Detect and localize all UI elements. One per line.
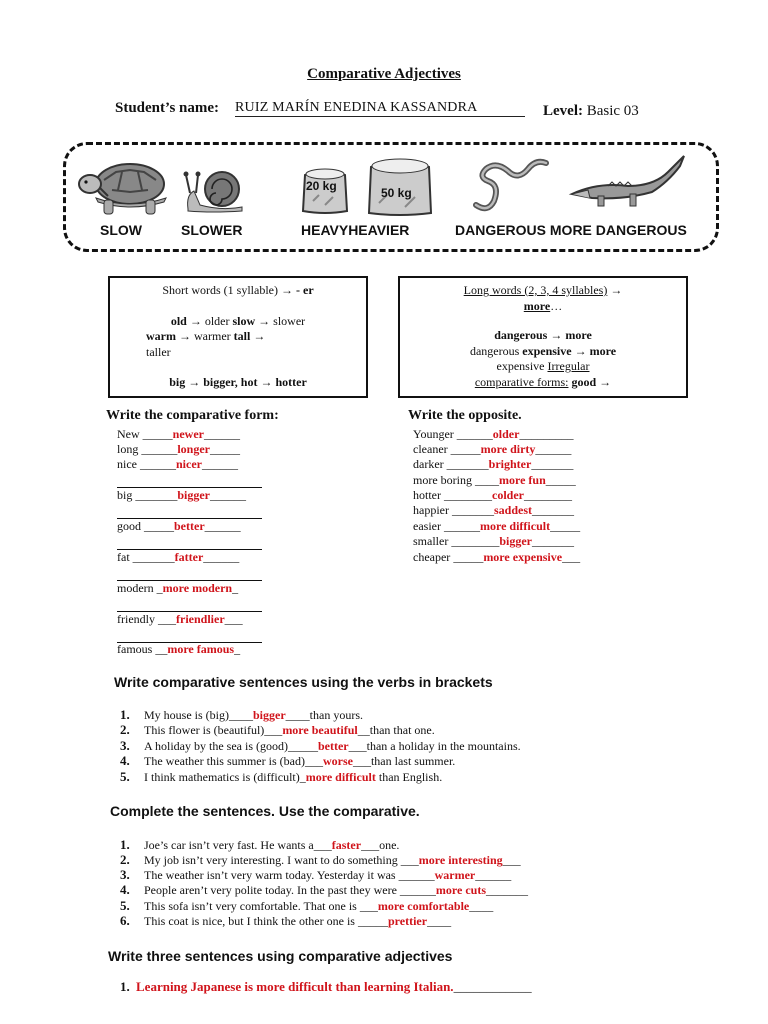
row-word: modern [117,581,154,595]
row-line: _ [234,642,241,656]
row-line: _____ [210,442,241,456]
row-line: _ [156,581,163,595]
sentence-answer: more interesting [418,853,503,867]
rule-long-line1 [400,328,686,344]
snail-image [182,165,244,215]
opposite-row [413,473,576,488]
comparative-row [117,488,246,503]
sentence-text: Joe’s car isn’t very fast. He wants a___ [144,838,332,852]
opposite-row [413,534,574,549]
rule-text: big [169,375,186,389]
sentence-text: I think mathematics is (difficult)_ [144,770,306,784]
rule-text: slow [232,313,256,328]
row-answer: longer [177,442,211,456]
row-line: ______ [456,427,493,441]
row-line: ______ [210,488,247,502]
row-answer: fatter [174,550,204,564]
row-line: ___ [562,550,581,564]
row-word: cheaper [413,550,451,564]
row-answer: more fun [499,473,546,487]
row-line: ________ [451,534,500,548]
item-number: 1. [120,707,130,722]
item-number: 2. [120,852,130,867]
comparative-row [117,457,238,472]
comparative-form-heading: Write the comparative form: [106,408,279,423]
sentence-text: My house is (big)____ [144,708,253,722]
row-line: _______ [532,503,574,517]
row-line: _______ [132,550,175,564]
row-line: ______ [202,457,238,471]
comparative-row [117,581,238,596]
sentence-item [144,754,455,769]
row-line: _______ [532,534,574,548]
comparative-row [117,519,241,534]
comparative-row [117,442,240,457]
level-field [543,103,639,120]
sentence-answer: Learning Japanese is more difficult than learning Italian. [136,979,454,994]
sentence-item [144,853,521,868]
rule-long-line2 [400,344,686,360]
arrow-icon: → [610,283,623,297]
opposite-row [413,442,571,457]
item-number: 3. [120,738,130,753]
row-line: ______ [140,457,176,471]
sentence-text: ___than a holiday in the mountains. [348,739,521,753]
sentence-text: ____ [469,899,494,913]
item-number: 3. [120,867,130,882]
sentence-answer: more beautiful [282,723,358,737]
student-name-field: RUIZ MARÍN ENEDINA KASSANDRA [235,100,525,117]
row-line: _______ [451,503,494,517]
sentence-item [144,739,521,754]
rule-text: old [170,313,187,328]
sentence-item [144,708,363,723]
row-line: _______ [135,488,178,502]
sentence-answer: faster [331,838,362,852]
sentence-item [144,723,435,738]
row-word: happier [413,503,449,517]
row-line: ______ [535,442,572,456]
blank-line [117,599,262,612]
row-line: _____ [450,442,481,456]
row-line: ______ [204,427,240,441]
rule-short-heading [110,283,366,299]
row-line: _____ [142,427,173,441]
row-word: darker [413,457,444,471]
sentence-answer: bigger [253,708,286,722]
sentence-text: ____________ [453,979,532,994]
item-number: 4. [120,882,130,897]
sentence-item [144,770,442,785]
rule-text: expensive [522,343,572,358]
rule-text: comparative forms: [474,374,569,389]
sentence-item [144,899,493,914]
label-slow: SLOW [100,222,142,238]
arrow-icon: → [574,343,587,358]
item-number: 5. [120,898,130,913]
comparative-row [117,550,239,565]
row-word: famous [117,642,153,656]
row-word: hotter [413,488,441,502]
rule-text: hotter [275,375,307,389]
opposite-row [413,457,573,472]
row-word: New [117,427,140,441]
sentence-text: ____than yours. [285,708,363,722]
sentence-text: The weather isn’t very warm today. Yesterday it was ______ [144,868,435,882]
rule-long-line4 [400,375,686,391]
rule-text: warmer [194,329,231,343]
comparative-row [117,427,240,442]
row-line: _________ [519,427,574,441]
arrow-icon: → [260,375,273,389]
sentences1-heading: Write comparative sentences using the verbs in brackets [114,674,493,690]
rule-text: more [589,343,617,358]
row-word: Younger [413,427,454,441]
rule-text: tall [233,329,251,343]
arrow-icon: → [189,313,202,328]
rule-long-heading2 [400,299,686,315]
row-word: big [117,488,133,502]
row-line: _ [232,581,239,595]
sentences3-heading: Write three sentences using comparative adjectives [108,948,453,964]
blank-line [117,568,262,581]
sentence-answer: warmer [434,868,476,882]
crocodile-image [568,152,688,212]
item-number: 4. [120,753,130,768]
row-answer: more expensive [483,550,563,564]
rule-text: dangerous [494,328,548,342]
arrow-icon: → [258,313,271,328]
snake-image [468,155,554,213]
arrow-icon: → [179,329,191,343]
sentence-answer: more comfortable [377,899,470,913]
sack-large-weight: 50 kg [381,186,412,200]
opposite-row [413,503,574,518]
row-word: fat [117,550,130,564]
row-answer: more famous [167,642,235,656]
opposite-row [413,427,573,442]
arrow-icon: → [550,328,563,342]
sentence-item [144,868,511,883]
sentence-item [136,979,532,995]
item-number: 1. [120,979,130,994]
row-word: more boring [413,473,472,487]
rule-long-line3 [400,359,686,375]
rule-text: older [204,313,230,328]
row-answer: nicer [176,457,202,471]
sentences2-heading: Complete the sentences. Use the comparative. [110,803,420,819]
rule-text: dangerous [469,343,520,358]
row-answer: better [174,519,205,533]
opposite-row [413,550,580,565]
sentence-answer: better [317,739,349,753]
level-label: Level: [543,103,583,119]
sentence-text: ___than last summer. [352,754,456,768]
arrow-icon: → [253,329,266,343]
sentence-text: than English. [375,770,443,784]
label-dangerous: DANGEROUS MORE DANGEROUS [455,222,687,238]
rule-text: expensive [496,359,545,373]
arrow-icon: → [281,283,293,297]
level-value: Basic 03 [586,103,639,119]
comparative-row [117,642,240,657]
row-line: _______ [531,457,574,471]
row-answer: saddest [493,503,532,517]
sentence-answer: more difficult [305,770,376,784]
rule-text: warm [146,329,176,343]
rule-long-heading-text: Long words (2, 3, 4 syllables) [463,283,608,297]
rule-short-suffix: - er [296,283,314,297]
item-number: 1. [120,837,130,852]
rule-short-line2 [110,329,366,345]
sentence-text: My job isn’t very interesting. I want to do something ___ [144,853,419,867]
sentence-answer: worse [322,754,353,768]
blank-line [117,475,262,488]
sentence-text: ___ [502,853,521,867]
sentence-text: A holiday by the sea is (good)_____ [144,739,318,753]
rule-text: more [565,328,592,342]
item-number: 5. [120,769,130,784]
arrow-icon: → [188,375,201,389]
rule-text: Irregular [547,359,590,373]
row-line: _____ [453,550,484,564]
sentence-text: ____ [427,914,452,928]
row-word: nice [117,457,137,471]
sentence-item [144,838,399,853]
row-line: ______ [203,550,240,564]
row-line: __ [155,642,168,656]
rule-short-line4 [110,375,366,391]
worksheet-title: Comparative Adjectives [307,66,461,82]
row-line: ___ [158,612,176,626]
row-answer: more modern [162,581,233,595]
row-line: _____ [144,519,174,533]
comparative-row [117,612,243,627]
row-line: ___ [224,612,243,626]
row-answer: older [492,427,520,441]
row-line: _______ [446,457,489,471]
sentence-text: This flower is (beautiful)___ [144,723,283,737]
row-line: ______ [443,519,480,533]
blank-line [117,537,262,550]
rule-text: … [550,298,563,313]
row-line: ________ [444,488,492,502]
row-answer: bigger [499,534,532,548]
sentence-answer: prettier [387,914,428,928]
row-line: _____ [550,519,581,533]
row-line: _____ [545,473,576,487]
rule-box-long [398,276,688,398]
rule-short-line1 [110,314,366,330]
opposite-heading: Write the opposite. [408,408,522,423]
row-word: smaller [413,534,449,548]
item-number: 6. [120,913,130,928]
row-answer: brighter [488,457,532,471]
turtle-image [76,160,172,218]
opposite-row [413,519,580,534]
row-answer: newer [172,427,204,441]
sentence-text: __than that one. [357,723,435,737]
sentence-item [144,914,451,929]
row-word: long [117,442,139,456]
opposite-row [413,488,572,503]
row-word: cleaner [413,442,448,456]
label-heavy-heavier: HEAVYHEAVIER [301,222,410,238]
sentence-text: ______ [475,868,512,882]
sentence-text: People aren’t very polite today. In the past they were ______ [144,883,436,897]
row-line: ________ [524,488,572,502]
blank-line [117,506,262,519]
rule-box-short [108,276,368,398]
sentence-text: This coat is nice, but I think the other one is _____ [144,914,388,928]
row-word: easier [413,519,441,533]
sentence-text: _______ [486,883,529,897]
sentence-item [144,883,528,898]
rule-long-heading [400,283,686,299]
row-answer: friendlier [176,612,225,626]
row-answer: bigger [177,488,211,502]
label-slower: SLOWER [181,222,243,238]
sentence-answer: more cuts [435,883,487,897]
row-word: friendly [117,612,155,626]
row-line: ______ [141,442,178,456]
rule-short-heading-text: Short words (1 syllable) [162,283,278,297]
row-answer: more difficult [479,519,551,533]
sack-small-weight: 20 kg [306,179,337,193]
rule-text: bigger, hot [203,375,258,389]
rule-text: more [523,298,551,313]
rule-text: good [571,374,597,389]
arrow-icon: → [599,374,612,389]
row-answer: colder [492,488,524,502]
sentence-text: This sofa isn’t very comfortable. That one is ___ [144,899,378,913]
sentence-text: ___one. [361,838,400,852]
row-line: ______ [204,519,241,533]
row-answer: more dirty [480,442,536,456]
sentence-text: The weather this summer is (bad)___ [144,754,323,768]
rule-short-line3: taller [146,344,171,359]
row-word: good [117,519,141,533]
student-row [115,100,675,122]
item-number: 2. [120,722,130,737]
rule-text: slower [273,313,306,328]
row-line: ____ [475,473,499,487]
student-name-label: Student’s name: [115,100,220,116]
